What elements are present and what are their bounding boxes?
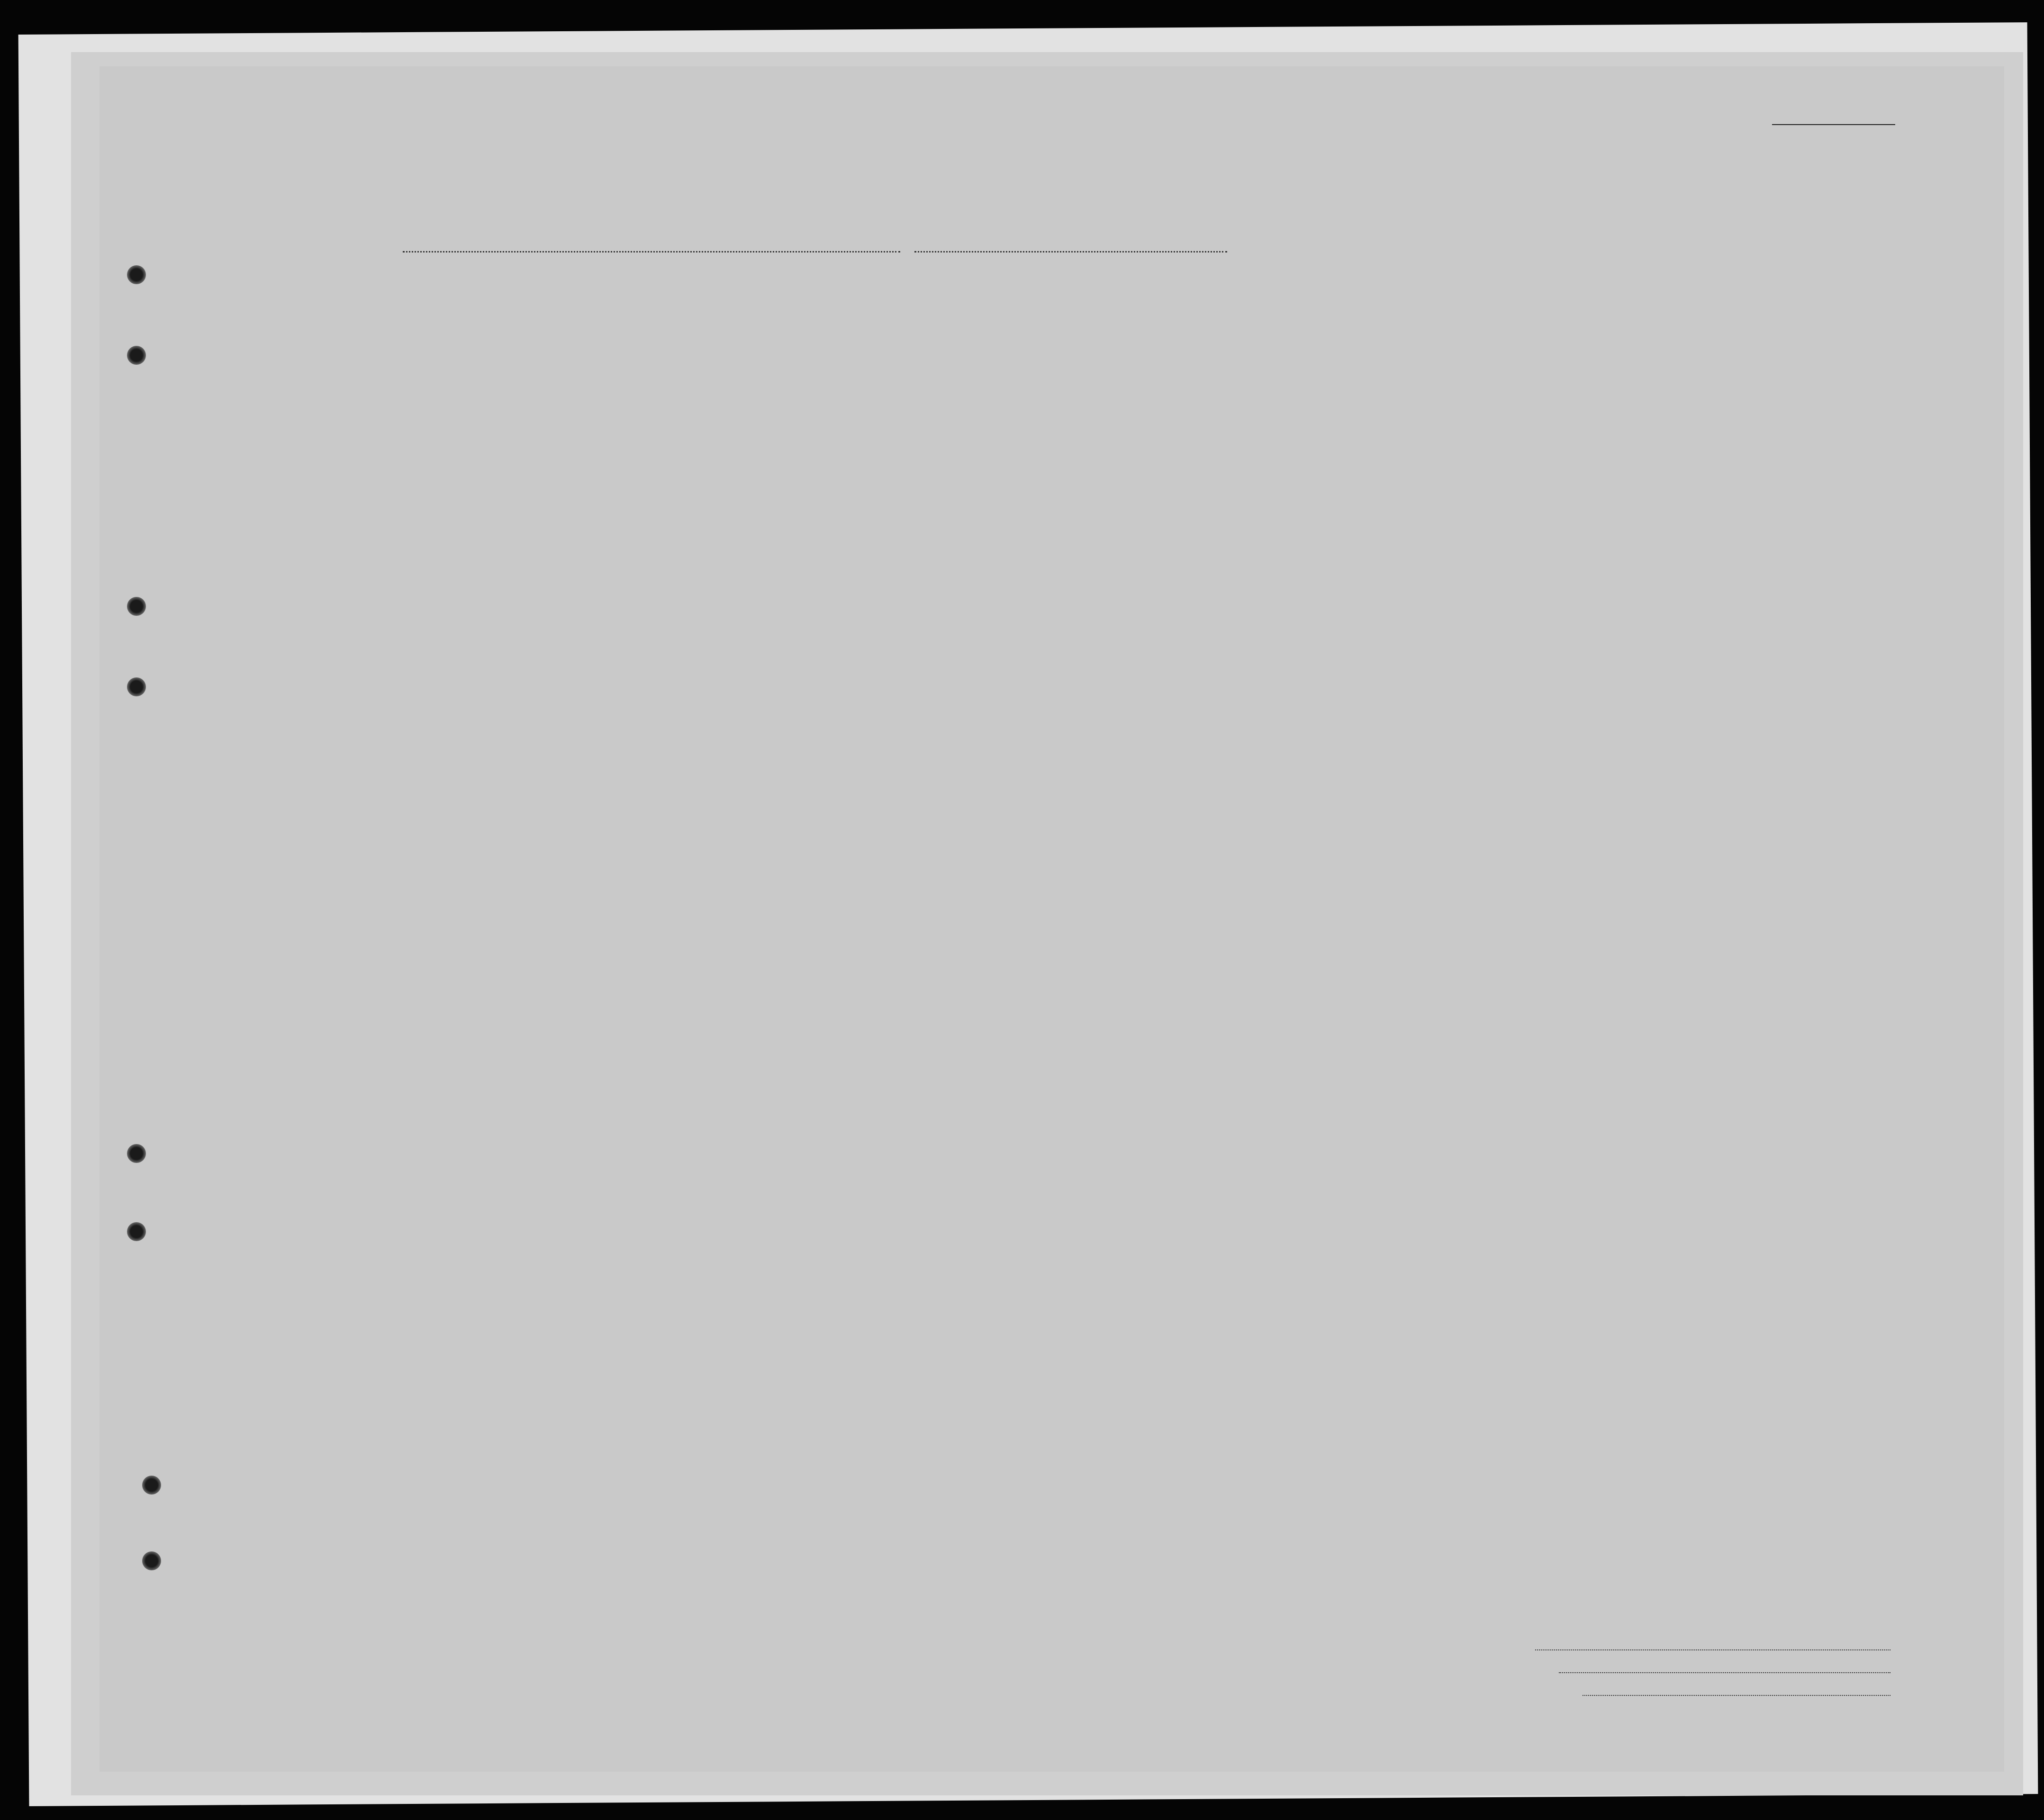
- footer-line-rule: [1535, 1649, 1890, 1650]
- col-header-anarchist: [1343, 313, 1362, 445]
- footer-agents-rule: [1583, 1695, 1890, 1696]
- binder-hole: [127, 1144, 146, 1163]
- footer-owners-rule: [1559, 1672, 1890, 1673]
- binder-hole: [127, 265, 146, 284]
- table-grid: [99, 66, 2004, 1772]
- col-header-excluded: [1466, 313, 1488, 445]
- col-header-feet: [1628, 360, 1649, 445]
- binder-hole: [127, 1222, 146, 1241]
- col-header-fifty-dollars: [756, 308, 779, 450]
- binder-hole: [142, 1551, 161, 1570]
- binder-hole: [127, 346, 146, 365]
- binder-hole: [127, 597, 146, 616]
- col-header-purpose-length: [1234, 336, 1260, 445]
- col-header-purpose-citizen: [1263, 336, 1286, 445]
- col-header-labor-offer: [1429, 313, 1462, 445]
- col-header-arrested: [1492, 313, 1514, 445]
- binder-hole: [142, 1476, 161, 1495]
- col-header-prison: [1291, 313, 1315, 445]
- col-header-purpose-return: [1206, 336, 1232, 445]
- col-header-ticket: [633, 308, 656, 450]
- binder-hole: [127, 677, 146, 696]
- col-header-polygamist: [1320, 313, 1339, 445]
- manifest-sheet: [99, 66, 2004, 1772]
- col-header-overthrow: [1369, 313, 1421, 445]
- col-header-inches: [1650, 360, 1672, 445]
